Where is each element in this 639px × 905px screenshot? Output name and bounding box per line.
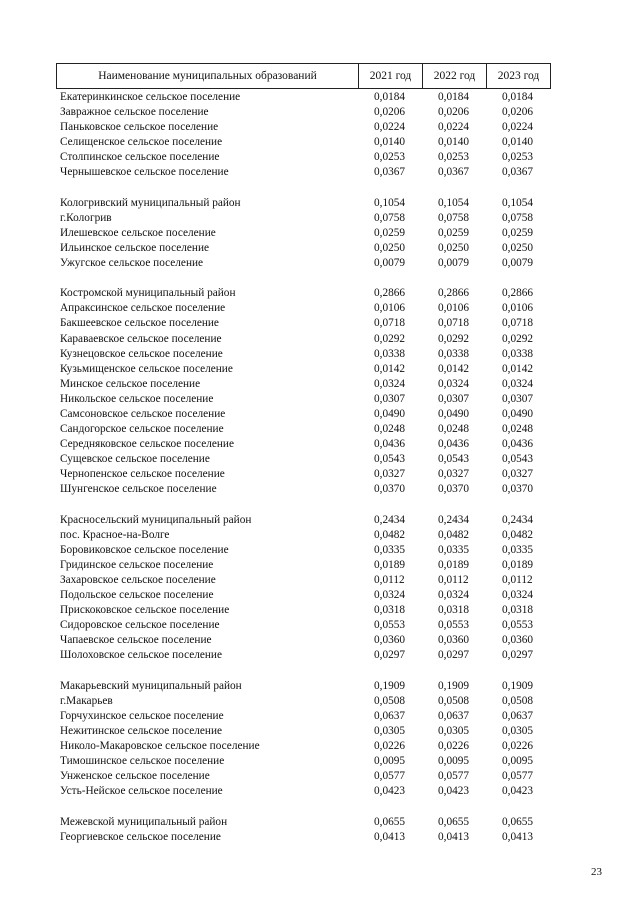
value-2023: 0,0079: [502, 257, 534, 270]
header-name: Наименование муниципальных образований: [57, 64, 359, 89]
row-spacer: [0, 664, 639, 679]
table-row: [0, 165, 639, 180]
municipality-name: Прискоковское сельское поселение: [60, 604, 230, 617]
value-2022: 0,0413: [438, 830, 470, 843]
table-row: [0, 90, 639, 105]
value-2022: 0,0637: [438, 709, 470, 722]
table-row: [0, 513, 639, 528]
table-row: [0, 724, 639, 739]
value-2021: 0,0655: [374, 815, 406, 828]
table-row: [0, 528, 639, 543]
table-row: [0, 558, 639, 573]
value-2023: 0,0482: [502, 528, 534, 541]
municipality-name: Ужугское сельское поселение: [60, 257, 204, 270]
value-2022: 0,0226: [438, 740, 470, 753]
value-2022: 0,0079: [438, 257, 470, 270]
municipality-name: Бакшеевское сельское поселение: [60, 317, 219, 330]
value-2022: 0,0189: [438, 558, 470, 571]
value-2021: 0,0490: [374, 407, 406, 420]
municipality-name: Шолоховское сельское поселение: [60, 649, 222, 662]
row-spacer: [0, 181, 639, 196]
municipality-name: Завражное сельское поселение: [60, 106, 209, 119]
value-2023: 0,0413: [502, 830, 534, 843]
table-row: [0, 543, 639, 558]
value-2023: 0,0543: [502, 453, 534, 466]
value-2022: 0,0758: [438, 211, 470, 224]
header-2022: 2022 год: [423, 64, 487, 89]
value-2022: 0,0259: [438, 226, 470, 239]
value-2023: 0,0318: [502, 604, 534, 617]
municipality-name: Самсоновское сельское поселение: [60, 407, 226, 420]
table-row: [0, 347, 639, 362]
value-2023: 0,0577: [502, 770, 534, 783]
table-row: [0, 377, 639, 392]
value-2023: 0,2866: [502, 287, 534, 300]
table-row: [0, 573, 639, 588]
table-row: [0, 316, 639, 331]
municipality-name: Никольское сельское поселение: [60, 392, 214, 405]
value-2021: 0,0543: [374, 453, 406, 466]
value-2023: 0,0367: [502, 166, 534, 179]
value-2023: 0,0718: [502, 317, 534, 330]
value-2021: 0,0553: [374, 619, 406, 632]
value-2023: 0,0335: [502, 543, 534, 556]
value-2022: 0,0370: [438, 483, 470, 496]
value-2023: 0,0338: [502, 347, 534, 360]
table-row: [0, 588, 639, 603]
value-2021: 0,0250: [374, 241, 406, 254]
table-row: [0, 286, 639, 301]
municipality-name: Макарьевский муниципальный район: [60, 679, 242, 692]
value-2022: 0,0436: [438, 438, 470, 451]
table-row: [0, 301, 639, 316]
municipality-name: Тимошинское сельское поселение: [60, 755, 225, 768]
municipality-name: Унженское сельское поселение: [60, 770, 210, 783]
value-2023: 0,0655: [502, 815, 534, 828]
value-2023: 0,0307: [502, 392, 534, 405]
value-2022: 0,0184: [438, 91, 470, 103]
value-2023: 0,0184: [502, 91, 534, 103]
value-2022: 0,0324: [438, 589, 470, 602]
table-row: [0, 482, 639, 497]
municipality-name: Красносельский муниципальный район: [60, 513, 252, 526]
value-2022: 0,0224: [438, 121, 470, 134]
table-row: [0, 120, 639, 135]
value-2023: 0,0250: [502, 241, 534, 254]
value-2021: 0,0637: [374, 709, 406, 722]
municipality-name: Екатеринкинское сельское поселение: [60, 91, 241, 103]
value-2021: 0,0297: [374, 649, 406, 662]
municipality-name: Горчухинское сельское поселение: [60, 709, 224, 722]
municipality-name: Столпинское сельское поселение: [60, 151, 220, 164]
value-2021: 0,1054: [374, 196, 406, 209]
municipality-name: Ильинское сельское поселение: [60, 241, 209, 254]
value-2023: 0,0224: [502, 121, 534, 134]
municipality-name: Боровиковское сельское поселение: [60, 543, 229, 556]
value-2023: 0,0758: [502, 211, 534, 224]
value-2023: 0,0370: [502, 483, 534, 496]
municipality-name: пос. Красное-на-Волге: [60, 528, 170, 541]
value-2023: 0,0360: [502, 634, 534, 647]
row-spacer: [0, 799, 639, 814]
row-spacer: [0, 498, 639, 513]
value-2021: 0,0577: [374, 770, 406, 783]
value-2021: 0,0226: [374, 740, 406, 753]
table-row: [0, 603, 639, 618]
value-2022: 0,0250: [438, 241, 470, 254]
value-2022: 0,0335: [438, 543, 470, 556]
value-2021: 0,0189: [374, 558, 406, 571]
municipality-name: г.Макарьев: [60, 694, 113, 707]
value-2021: 0,0324: [374, 377, 406, 390]
value-2022: 0,0360: [438, 634, 470, 647]
table-row: [0, 769, 639, 784]
municipality-name: Селищенское сельское поселение: [60, 136, 223, 149]
value-2023: 0,0248: [502, 423, 534, 436]
value-2022: 0,0112: [438, 574, 469, 586]
value-2022: 0,0543: [438, 453, 470, 466]
value-2021: 0,0318: [374, 604, 406, 617]
table-row: [0, 241, 639, 256]
value-2021: 0,0253: [374, 151, 406, 164]
value-2023: 0,0553: [502, 619, 534, 632]
table-row: [0, 452, 639, 467]
municipality-name: Сущевское сельское поселение: [60, 453, 210, 466]
municipality-name: Паньковское сельское поселение: [60, 121, 219, 134]
value-2023: 0,0106: [502, 302, 534, 315]
value-2022: 0,0553: [438, 619, 470, 632]
table-body: [0, 90, 639, 845]
municipality-name: Чернопенское сельское поселение: [60, 468, 225, 481]
value-2023: 0,0508: [502, 694, 534, 707]
value-2021: 0,0370: [374, 483, 406, 496]
value-2021: 0,0206: [374, 106, 406, 119]
municipality-name: Апраксинское сельское поселение: [60, 302, 226, 315]
table-row: [0, 226, 639, 241]
value-2021: 0,0482: [374, 528, 406, 541]
value-2023: 0,2434: [502, 513, 534, 526]
value-2023: 0,0423: [502, 785, 534, 798]
value-2021: 0,0112: [374, 574, 405, 586]
value-2022: 0,0248: [438, 423, 470, 436]
value-2023: 0,0259: [502, 226, 534, 239]
value-2022: 0,0142: [438, 362, 470, 375]
value-2022: 0,0577: [438, 770, 470, 783]
value-2023: 0,0140: [502, 136, 534, 149]
value-2021: 0,0140: [374, 136, 406, 149]
value-2022: 0,0327: [438, 468, 470, 481]
municipality-name: Середняковское сельское поселение: [60, 438, 234, 451]
value-2023: 0,0226: [502, 740, 534, 753]
table-row: [0, 709, 639, 724]
value-2021: 0,0184: [374, 91, 406, 103]
value-2021: 0,0335: [374, 543, 406, 556]
value-2023: 0,0637: [502, 709, 534, 722]
municipality-name: Нежитинское сельское поселение: [60, 724, 223, 737]
table-row: [0, 407, 639, 422]
municipality-name: Сидоровское сельское поселение: [60, 619, 220, 632]
value-2023: 0,0436: [502, 438, 534, 451]
table-row: [0, 679, 639, 694]
table-row: [0, 754, 639, 769]
value-2022: 0,0367: [438, 166, 470, 179]
value-2023: 0,0189: [502, 558, 534, 571]
value-2021: 0,0224: [374, 121, 406, 134]
value-2022: 0,0292: [438, 332, 470, 345]
value-2022: 0,2866: [438, 287, 470, 300]
municipality-name: Гридинское сельское поселение: [60, 558, 214, 571]
table-row: [0, 694, 639, 709]
value-2022: 0,0338: [438, 347, 470, 360]
table-row: [0, 784, 639, 799]
value-2023: 0,0206: [502, 106, 534, 119]
municipality-name: Сандогорское сельское поселение: [60, 423, 224, 436]
value-2021: 0,0758: [374, 211, 406, 224]
table-row: [0, 392, 639, 407]
value-2023: 0,0297: [502, 649, 534, 662]
value-2023: 0,0142: [502, 362, 534, 375]
value-2023: 0,1909: [502, 679, 534, 692]
table-row: [0, 362, 639, 377]
municipality-name: Межевской муниципальный район: [60, 815, 228, 828]
value-2023: 0,0112: [502, 574, 533, 586]
value-2022: 0,2434: [438, 513, 470, 526]
municipality-name: Николо-Макаровское сельское поселение: [60, 740, 260, 753]
value-2023: 0,0253: [502, 151, 534, 164]
municipality-name: Усть-Нейское сельское поселение: [60, 785, 223, 798]
value-2023: 0,0292: [502, 332, 534, 345]
value-2021: 0,0423: [374, 785, 406, 798]
municipality-name: Чапаевское сельское поселение: [60, 634, 212, 647]
value-2023: 0,0095: [502, 755, 534, 768]
value-2021: 0,0413: [374, 830, 406, 843]
municipality-name: Минское сельское поселение: [60, 377, 201, 390]
value-2022: 0,0106: [438, 302, 470, 315]
value-2021: 0,2434: [374, 513, 406, 526]
table-row: [0, 467, 639, 482]
value-2023: 0,0305: [502, 724, 534, 737]
value-2022: 0,0297: [438, 649, 470, 662]
page-number: 23: [591, 866, 602, 878]
table-row: [0, 211, 639, 226]
municipality-name: Кузьмищенское сельское поселение: [60, 362, 233, 375]
value-2021: 0,0259: [374, 226, 406, 239]
value-2022: 0,0206: [438, 106, 470, 119]
value-2021: 0,0095: [374, 755, 406, 768]
value-2022: 0,0508: [438, 694, 470, 707]
header-2021: 2021 год: [359, 64, 423, 89]
municipality-name: Подольское сельское поселение: [60, 589, 214, 602]
value-2021: 0,0307: [374, 392, 406, 405]
value-2023: 0,0490: [502, 407, 534, 420]
value-2021: 0,0338: [374, 347, 406, 360]
value-2022: 0,0307: [438, 392, 470, 405]
value-2021: 0,0718: [374, 317, 406, 330]
table-row: [0, 332, 639, 347]
value-2022: 0,0324: [438, 377, 470, 390]
municipality-name: Караваевское сельское поселение: [60, 332, 222, 345]
value-2022: 0,0140: [438, 136, 470, 149]
municipality-name: Илешевское сельское поселение: [60, 226, 216, 239]
value-2022: 0,0253: [438, 151, 470, 164]
value-2021: 0,0367: [374, 166, 406, 179]
value-2022: 0,0655: [438, 815, 470, 828]
value-2022: 0,1909: [438, 679, 470, 692]
table-row: [0, 256, 639, 271]
table-row: [0, 618, 639, 633]
table-row: [0, 196, 639, 211]
value-2023: 0,0324: [502, 377, 534, 390]
municipality-name: Кологривский муниципальный район: [60, 196, 241, 209]
value-2022: 0,0318: [438, 604, 470, 617]
value-2021: 0,0360: [374, 634, 406, 647]
value-2021: 0,0305: [374, 724, 406, 737]
value-2023: 0,0324: [502, 589, 534, 602]
value-2021: 0,0106: [374, 302, 406, 315]
value-2022: 0,0423: [438, 785, 470, 798]
value-2021: 0,0079: [374, 257, 406, 270]
table-row: [0, 815, 639, 830]
value-2021: 0,0248: [374, 423, 406, 436]
value-2021: 0,0292: [374, 332, 406, 345]
table-row: [0, 830, 639, 845]
table-row: [0, 105, 639, 120]
table-header: [56, 63, 551, 89]
value-2021: 0,0436: [374, 438, 406, 451]
value-2022: 0,0095: [438, 755, 470, 768]
value-2022: 0,0718: [438, 317, 470, 330]
table-row: [0, 648, 639, 663]
table-row: [0, 739, 639, 754]
value-2022: 0,0305: [438, 724, 470, 737]
value-2021: 0,0324: [374, 589, 406, 602]
value-2023: 0,1054: [502, 196, 534, 209]
table-row: [0, 422, 639, 437]
municipality-name: Георгиевское сельское поселение: [60, 830, 221, 843]
value-2022: 0,0482: [438, 528, 470, 541]
municipality-name: Чернышевское сельское поселение: [60, 166, 229, 179]
value-2021: 0,2866: [374, 287, 406, 300]
table-row: [0, 135, 639, 150]
value-2022: 0,0490: [438, 407, 470, 420]
value-2021: 0,1909: [374, 679, 406, 692]
municipality-name: г.Кологрив: [60, 211, 112, 224]
municipality-name: Кузнецовское сельское поселение: [60, 347, 223, 360]
value-2021: 0,0508: [374, 694, 406, 707]
table-row: [0, 633, 639, 648]
municipality-name: Костромской муниципальный район: [60, 287, 236, 300]
header-2023: 2023 год: [487, 64, 551, 89]
municipality-name: Захаровское сельское поселение: [60, 574, 216, 586]
table-row: [0, 437, 639, 452]
value-2021: 0,0327: [374, 468, 406, 481]
value-2021: 0,0142: [374, 362, 406, 375]
row-spacer: [0, 271, 639, 286]
table-row: [0, 150, 639, 165]
value-2022: 0,1054: [438, 196, 470, 209]
municipality-name: Шунгенское сельское поселение: [60, 483, 217, 496]
value-2023: 0,0327: [502, 468, 534, 481]
